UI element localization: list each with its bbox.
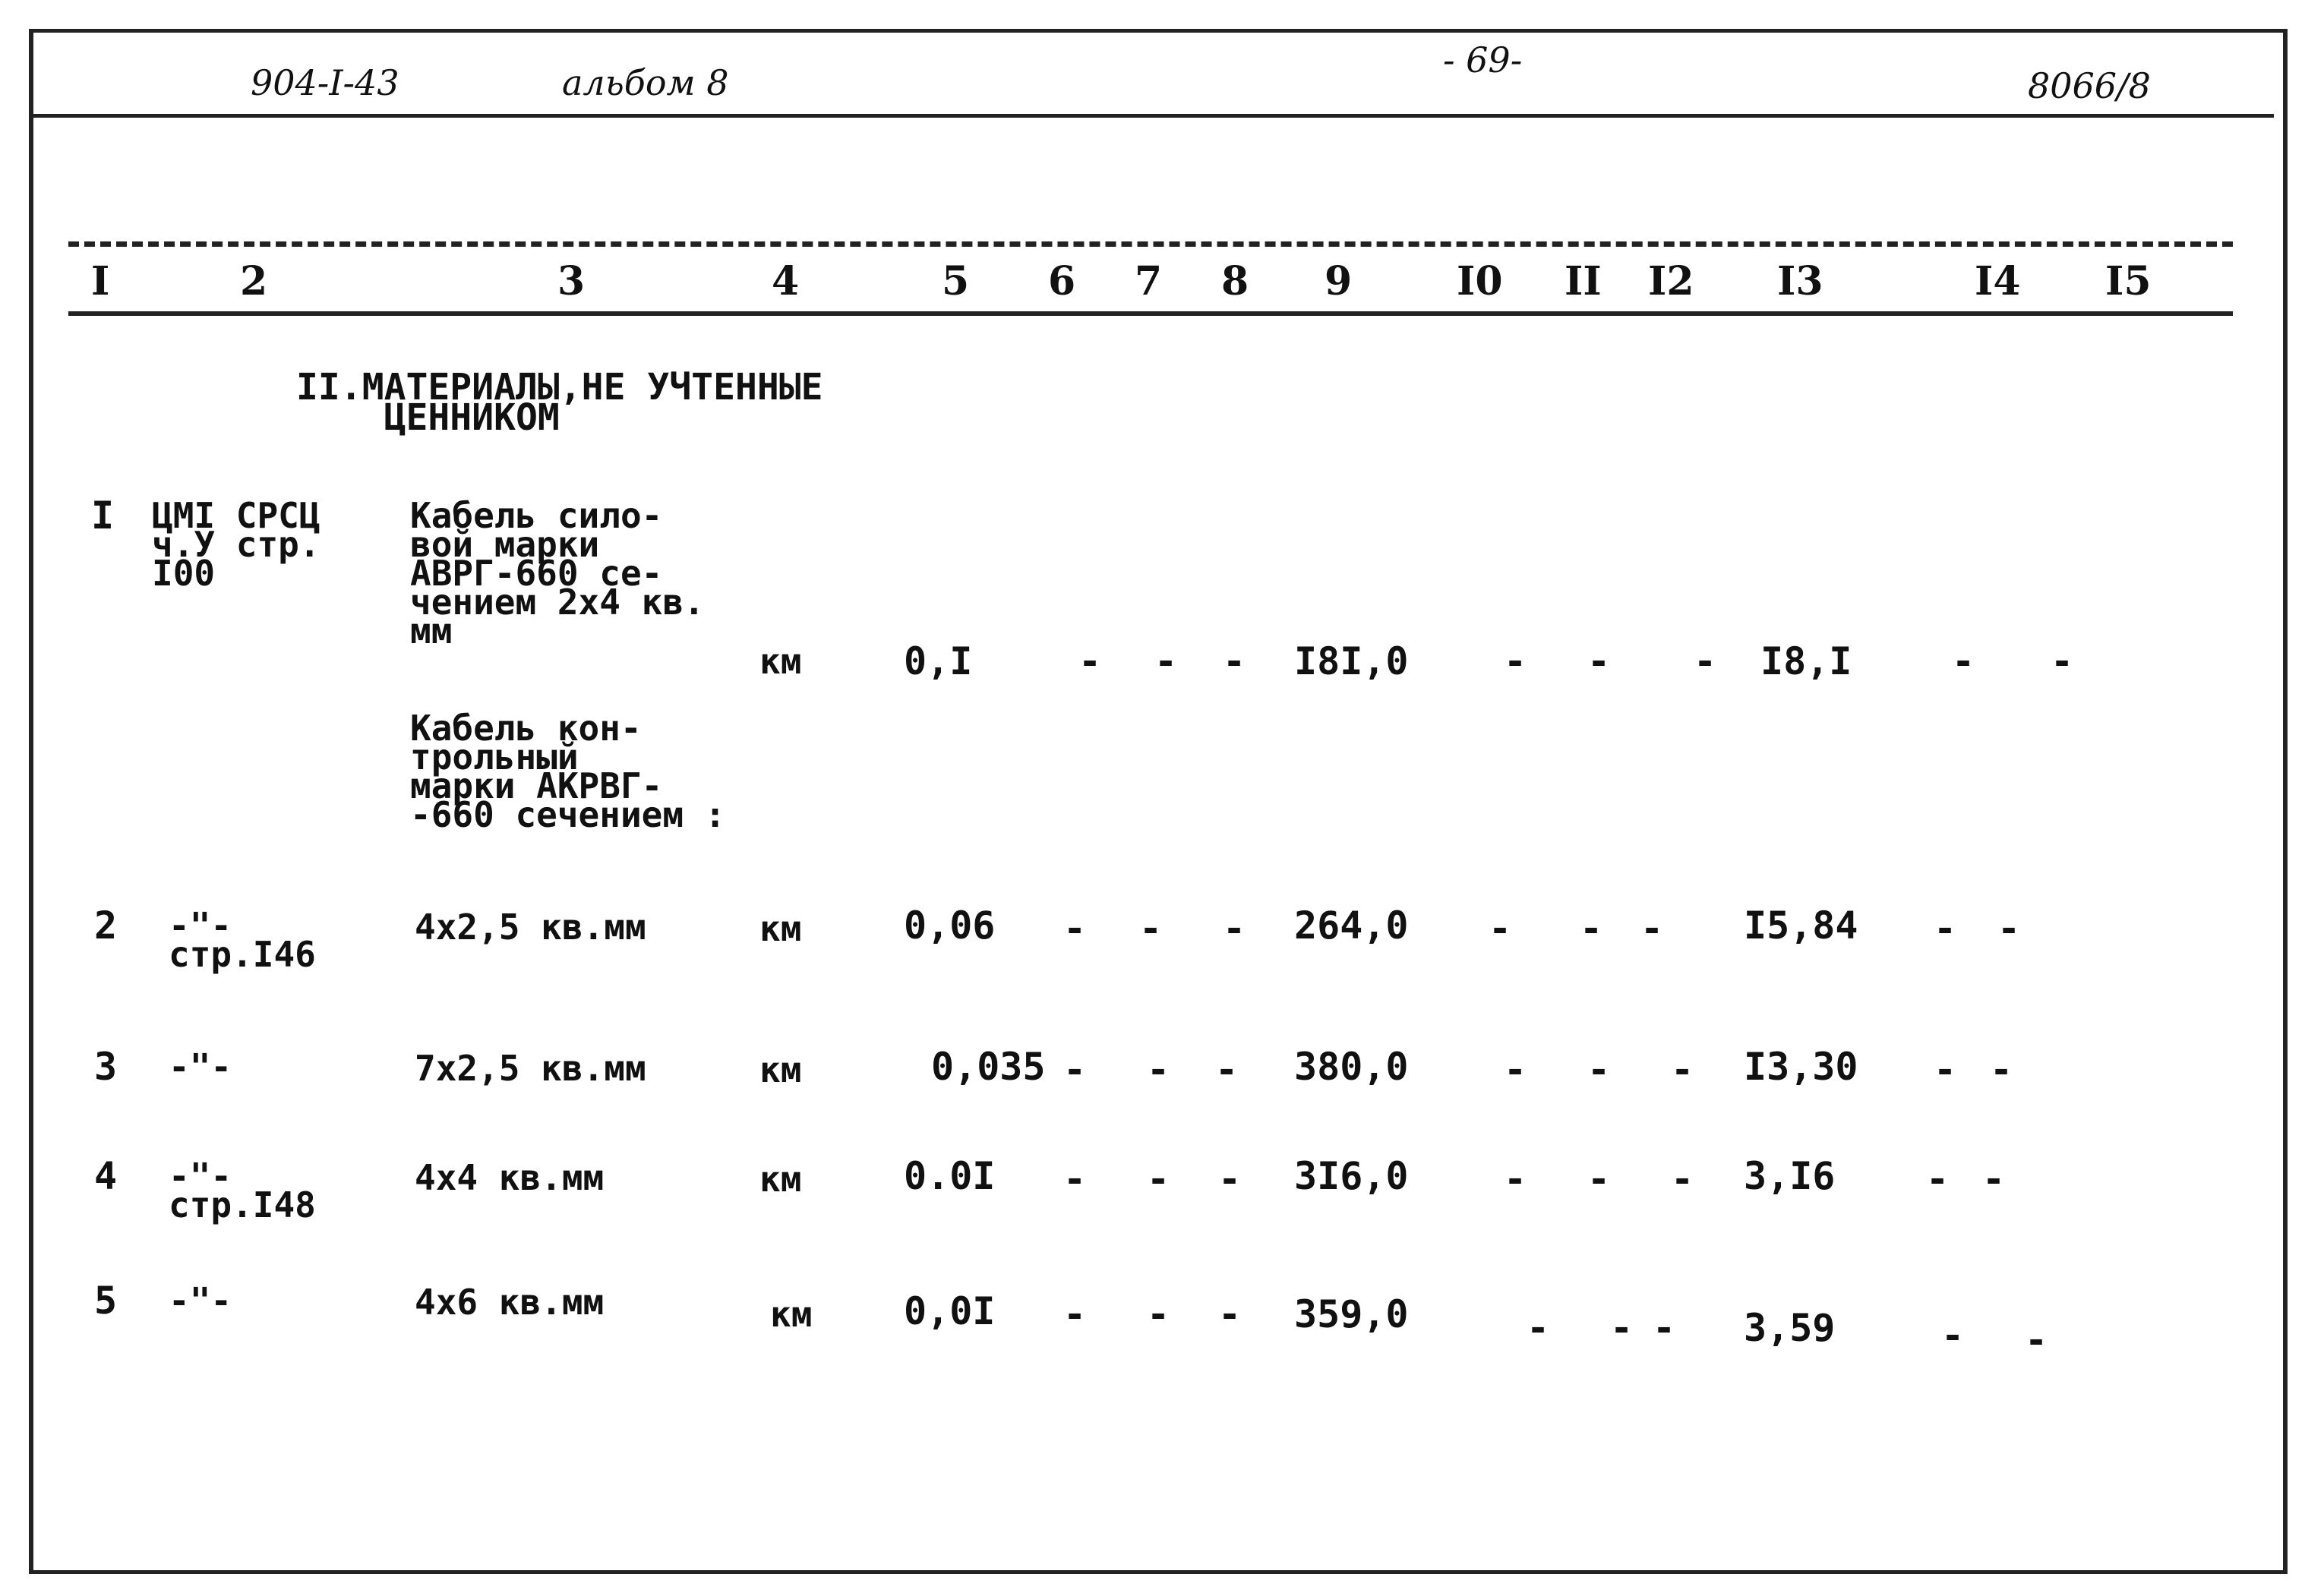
row-col14: - [1952,639,1975,683]
row-unit: км [759,641,802,682]
page-number: - 69- [1443,39,1523,80]
row-reference: -"- стр.I48 [169,1156,316,1225]
row-col12: - [1671,1157,1694,1201]
col-header-9: 9 [1325,258,1353,304]
row-unit: км [759,908,802,949]
row-col6: - [1063,1292,1087,1336]
col-header-12: I2 [1648,258,1694,304]
row-reference: -"- [169,1280,232,1321]
row-col6: - [1063,1048,1087,1092]
row-quantity: 0,0I [904,1289,996,1333]
row-unit: км [770,1294,813,1335]
row-quantity: 0,035 [931,1045,1046,1089]
row-col14: - [1934,907,1957,951]
row-number: 3 [94,1045,118,1089]
col-header-5: 5 [942,258,970,304]
col-header-7: 7 [1135,258,1163,304]
row-col6: - [1063,907,1087,951]
row-quantity: 0,06 [904,904,996,948]
row-col6: - [1063,1157,1087,1201]
col-header-10: I0 [1457,258,1503,304]
row-col11: - [1610,1306,1634,1350]
row-col14: - [1926,1157,1950,1201]
row-number: 5 [94,1279,118,1323]
column-header-bottom-rule [68,311,2233,316]
row-reference: -"- стр.I46 [169,905,316,975]
row-name: 4х2,5 кв.мм [415,907,646,948]
row-col12: - [1640,907,1664,951]
row-col12: - [1653,1306,1676,1350]
row-col14: - [1934,1048,1957,1092]
row-reference: ЦМI СРСЦ ч.У стр. I00 [152,495,320,594]
row-col10: - [1489,907,1512,951]
row-col11: - [1587,1048,1611,1092]
row-col8: - [1223,639,1246,683]
row-col8: - [1215,1048,1239,1092]
row-col15: - [1990,1048,2013,1092]
row-col10: - [1527,1306,1550,1350]
row-col8: - [1218,1157,1242,1201]
row-total: 3,59 [1744,1306,1836,1350]
row-col11: - [1587,639,1611,683]
row-col15: - [2025,1318,2048,1362]
sheet-number: 8066/8 [2028,65,2151,106]
row-col7: - [1147,1048,1170,1092]
col-header-15: I5 [2105,258,2152,304]
row-name: 4х4 кв.мм [415,1157,605,1198]
col-header-13: I3 [1777,258,1823,304]
row-col10: - [1504,639,1527,683]
col-header-4: 4 [772,258,800,304]
row-price: 359,0 [1294,1292,1409,1336]
row-col7: - [1139,907,1163,951]
col-header-8: 8 [1221,258,1249,304]
row-col12: - [1671,1048,1694,1092]
row-total: 3,I6 [1744,1154,1836,1198]
col-header-3: 3 [557,258,586,304]
row-col8: - [1223,907,1246,951]
row-col15: - [2051,639,2074,683]
header-divider [33,114,2274,118]
row-col15: - [1997,907,2021,951]
row-price: 380,0 [1294,1045,1409,1089]
album-label: альбом 8 [562,62,729,103]
row-name: 7х2,5 кв.мм [415,1048,646,1089]
column-header-top-rule [68,241,2233,252]
row-col14: - [1941,1314,1965,1358]
col-header-1: I [91,258,110,304]
row-name: Кабель кон- трольный марки АКРВГ- -660 сечением : [410,708,726,835]
row-col15: - [1982,1157,2006,1201]
row-col10: - [1504,1048,1527,1092]
col-header-2: 2 [240,258,268,304]
row-col11: - [1587,1157,1611,1201]
row-total: I3,30 [1744,1045,1858,1089]
row-reference: -"- [169,1046,232,1087]
row-name: 4х6 кв.мм [415,1282,605,1323]
row-col6: - [1078,639,1102,683]
row-col7: - [1147,1292,1170,1336]
row-quantity: 0.0I [904,1154,996,1198]
doc-code: 904-I-43 [251,62,399,103]
row-number: 4 [94,1154,118,1198]
row-name: Кабель сило- вой марки АВРГ-660 се- чением 2х4 кв. мм [410,495,705,651]
row-col8: - [1218,1292,1242,1336]
row-price: 3I6,0 [1294,1154,1409,1198]
col-header-14: I4 [1975,258,2021,304]
row-col11: - [1580,907,1603,951]
row-col10: - [1504,1157,1527,1201]
row-quantity: 0,I [904,639,973,683]
row-col12: - [1694,639,1717,683]
col-header-6: 6 [1048,258,1076,304]
row-price: I8I,0 [1294,639,1409,683]
row-total: I5,84 [1744,904,1858,948]
row-total: I8,I [1760,639,1852,683]
row-unit: км [759,1159,802,1200]
row-number: I [91,494,115,538]
section-title: II.МАТЕРИАЛЫ,НЕ УЧТЕННЫЕ ЦЕННИКОМ [296,366,823,439]
row-col7: - [1147,1157,1170,1201]
row-number: 2 [94,904,118,948]
row-price: 264,0 [1294,904,1409,948]
row-unit: км [759,1049,802,1090]
col-header-11: II [1565,258,1602,304]
row-col7: - [1154,639,1178,683]
